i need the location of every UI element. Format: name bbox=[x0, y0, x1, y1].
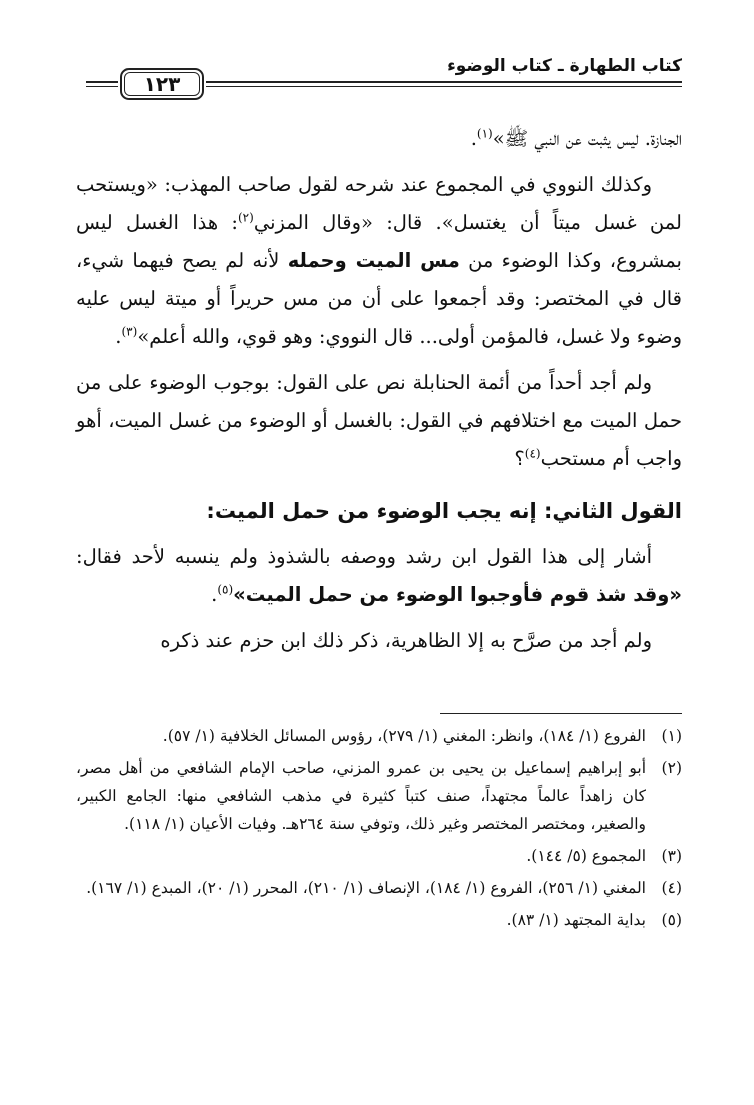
footnote-text: المجموع (٥/ ١٤٤). bbox=[526, 847, 646, 865]
footnote-separator bbox=[440, 713, 682, 714]
footnote-4 bbox=[76, 874, 682, 902]
paragraph-4 bbox=[76, 538, 682, 614]
p1-text: الجنازة. ليس يثبت عن النبي ﷺ» bbox=[492, 127, 682, 150]
p4-bold-quote: «وقد شذ قوم فأوجبوا الوضوء من حمل الميت» bbox=[233, 583, 682, 606]
p3-text: ولم أجد أحداً من أئمة الحنابلة نص على القول: بوجوب الوضوء على من حمل الميت مع اختلافهم في القول: بالغسل أو الوضوء من غسل الميت، أهو واجب أم مستحب bbox=[76, 371, 682, 470]
footnote-number: (٣) bbox=[661, 847, 682, 865]
footnote-ref-4: (٤) bbox=[524, 446, 541, 461]
paragraph-5 bbox=[76, 622, 682, 660]
footnotes bbox=[76, 722, 682, 938]
footnote-number: (٤) bbox=[661, 879, 682, 897]
footnote-text: الفروع (١/ ١٨٤)، وانظر: المغني (١/ ٢٧٩)، رؤوس المسائل الخلافية (١/ ٥٧). bbox=[162, 727, 646, 745]
footnote-3 bbox=[76, 842, 682, 870]
footnote-ref-1: (١) bbox=[476, 126, 493, 141]
p2-bold-phrase: مس الميت وحمله bbox=[287, 249, 460, 272]
header-rule-left-thin bbox=[86, 86, 118, 87]
paragraph-3 bbox=[76, 364, 682, 478]
p1-end: . bbox=[470, 127, 477, 150]
footnote-number: (٥) bbox=[661, 911, 682, 929]
header-rule-right bbox=[206, 81, 682, 83]
p2-end: . bbox=[115, 325, 122, 348]
footnote-text: المغني (١/ ٢٥٦)، الفروع (١/ ١٨٤)، الإنصاف (١/ ٢١٠)، المحرر (١/ ٢٠)، المبدع (١/ ١٦٧). bbox=[86, 879, 646, 897]
p5-text: ولم أجد من صرَّح به إلا الظاهرية، ذكر ذلك ابن حزم عند ذكره bbox=[160, 629, 652, 652]
header-rule-right-thin bbox=[206, 86, 682, 87]
footnote-ref-3: (٣) bbox=[121, 324, 138, 339]
footnote-text: بداية المجتهد (١/ ٨٣). bbox=[506, 911, 646, 929]
header-rule-left bbox=[86, 81, 118, 83]
p2-text-b: : هذا الغسل ليس بمشروع، وكذا الوضوء من bbox=[76, 211, 682, 272]
footnote-2 bbox=[76, 754, 682, 838]
page-number-text: ١٢٣ bbox=[143, 72, 181, 96]
page-header bbox=[86, 52, 682, 106]
p2-text-a: وكذلك النووي في المجموع عند شرحه لقول صاحب المهذب: «ويستحب لمن غسل ميتاً أن يغتسل». قال: «وقال المزني bbox=[76, 173, 682, 234]
footnote-ref-2: (٢) bbox=[237, 210, 254, 225]
running-title: كتاب الطهارة ـ كتاب الوضوء bbox=[447, 56, 682, 76]
p3-end: ؟ bbox=[514, 447, 525, 470]
paragraph-2 bbox=[76, 166, 682, 356]
p4-text: أشار إلى هذا القول ابن رشد ووصفه بالشذوذ ولم ينسبه لأحد فقال: bbox=[76, 545, 652, 568]
p4-end: . bbox=[211, 583, 218, 606]
p2-text-c: لأنه لم يصح فيهما شيء، قال في المختصر: وقد أجمعوا على أن من مس حريراً أو ميتة ليس عليه وضوء ولا غسل، فالمؤمن أولى... قال النووي: وهو قوي، والله أعلم» bbox=[76, 249, 682, 348]
footnote-text: أبو إبراهيم إسماعيل بن يحيى بن عمرو المزني، صاحب الإمام الشافعي من أهل مصر، كان زاهداً عالماً مجتهداً، صنف كتباً كثيرة في مذهب الشافعي منها: الجامع الكبير، والصغير، ومختصر المختصر وغير ذلك، وتوفي سنة ٢٦٤هـ. وفيات الأعيان (١/ ١١٨). bbox=[76, 759, 646, 833]
page-number bbox=[120, 68, 204, 100]
section-heading: القول الثاني: إنه يجب الوضوء من حمل الميت: bbox=[206, 499, 682, 523]
footnote-1 bbox=[76, 722, 682, 750]
paragraph-1 bbox=[76, 120, 682, 158]
footnote-number: (٢) bbox=[661, 759, 682, 777]
main-text bbox=[76, 120, 682, 668]
footnote-number: (١) bbox=[661, 727, 682, 745]
footnote-ref-5: (٥) bbox=[217, 582, 234, 597]
footnote-5 bbox=[76, 906, 682, 934]
